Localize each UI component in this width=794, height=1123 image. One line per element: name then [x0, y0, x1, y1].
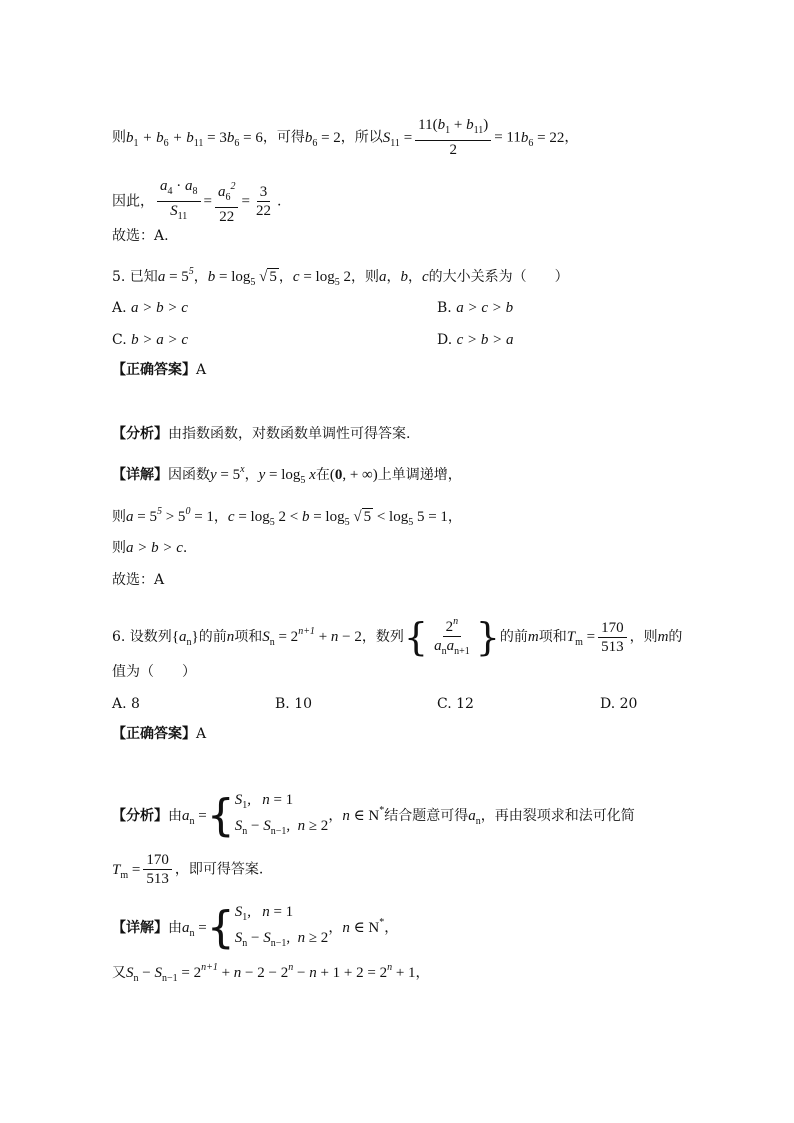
q6-option-d: D. 20 — [600, 696, 638, 712]
question-6-line-2: 值为（ ） — [112, 664, 196, 680]
q5-option-c: C. b > a > c — [112, 332, 189, 348]
q5-option-b: B. a > c > b — [437, 300, 514, 316]
detail-5: 【详解】因函数$y = 5^x$，$y = \log_5 x$在(0, + ∞)上单调递增， — [112, 464, 462, 486]
answer-6: 【正确答案】A — [112, 726, 207, 742]
detail-6-line-2: 又$S_n - S_{n-1} = 2^{n+1} + n - 2 - 2^n - n + 1 + 2 = 2^n + 1$， — [112, 962, 430, 984]
solution-line-ratio: 因此， $\frac{a_4 \cdot a_8}{S_{11}}$ = $\frac{a_6^2}{22}$ = $\frac{3}{22}$ . — [112, 178, 282, 225]
choose-a-line: 故选：A. — [112, 228, 169, 244]
analysis-6-line-2: $T_m$ = $\frac{170}{513}$ ，即可得答案. — [112, 852, 264, 887]
choose-a-line-2: 故选：A — [112, 572, 165, 588]
q5-option-d: D. c > b > a — [437, 332, 514, 348]
q5-option-a: A. a > b > c — [112, 300, 188, 316]
analysis-5: 【分析】由指数函数，对数函数单调性可得答案. — [112, 426, 411, 442]
detail-6: 【详解】由$a_n$ = { $S_1$, n = 1 $S_n - S_{n-1}$, n ≥ 2 ，n ∈ N*， — [112, 902, 399, 953]
question-5: 5. 已知$a = 5^5$，$b = \log_5$ √ 5 ，$c = \log_5 2$，则a，b，c的大小关系为（ ） — [112, 266, 569, 288]
q6-option-c: C. 12 — [437, 696, 474, 712]
solution-line-sum: 则$b_1 + b_6 + b_{11} = 3b_6 = 6$，可得$b_6 = 2$，所以$S_{11}$ = $\frac{11(b_1 + b_{11})}{2}$ = $11b_6 = 22$， — [112, 117, 579, 158]
q6-option-b: B. 10 — [275, 696, 313, 712]
q6-option-a: A. 8 — [112, 696, 140, 712]
detail-5-line-3: 则a > b > c. — [112, 540, 188, 556]
analysis-6: 【分析】由$a_n$ = { $S_1$, n = 1 $S_n - S_{n-1}$, n ≥ 2 ，n ∈ N*结合题意可得$a_n$，再由裂项求和法可化简 — [112, 790, 635, 841]
answer-5: 【正确答案】A — [112, 362, 207, 378]
question-6: 6. 设数列$\{a_n\}$的前n项和$S_n = 2^{n+1} + n - 2$，数列{ $\frac{2^n}{a_na_{n+1}}$ }的前m项和$T_m$ = $\frac{170}{513}$ ，则m的 — [112, 615, 683, 659]
detail-5-line-2: 则$a = 5^5 > 5^0 = 1$，$c = \log_5 2 < b = \log_5$ √ $5 < \log_5 5 = 1$， — [112, 506, 462, 528]
